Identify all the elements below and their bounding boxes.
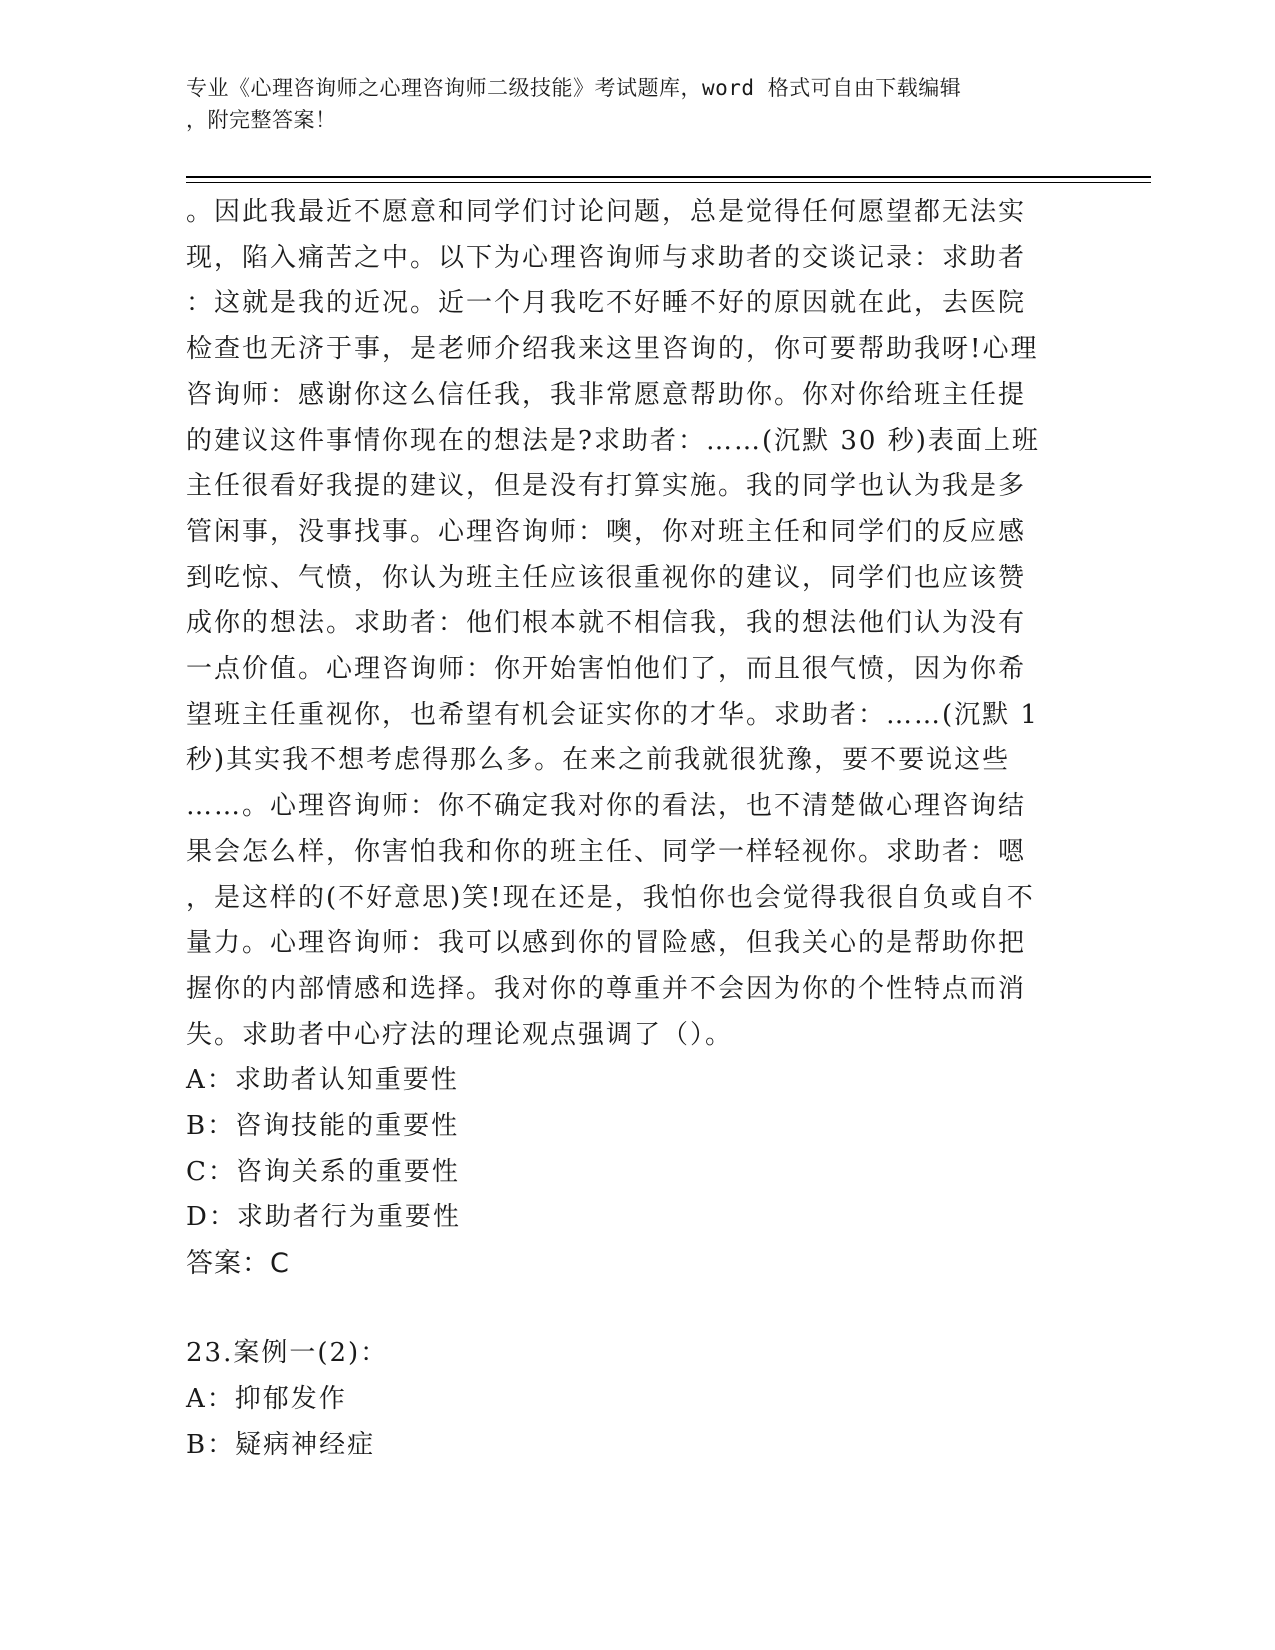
option-b: B：咨询技能的重要性: [186, 1111, 460, 1142]
header-line-1: 专业《心理咨询师之心理咨询师二级技能》考试题库，word 格式可自由下载编辑: [186, 76, 962, 100]
option-a: A：抑郁发作: [186, 1383, 347, 1414]
passage-line: 管闲事，没事找事。心理咨询师：噢，你对班主任和同学们的反应感: [186, 516, 1027, 547]
question-23-options: [186, 1377, 1076, 1468]
passage-line: ：这就是我的近况。近一个月我吃不好睡不好的原因就在此，去医院: [186, 288, 1027, 319]
document-body: [186, 190, 1076, 1468]
passage-line: 检查也无济于事，是老师介绍我来这里咨询的，你可要帮助我呀!心理: [186, 334, 1039, 365]
question-22-options: [186, 1058, 1076, 1241]
header-divider-thick: [186, 176, 1151, 178]
passage-line: 成你的想法。求助者：他们根本就不相信我，我的想法他们认为没有: [186, 608, 1027, 639]
passage-line: 失。求助者中心疗法的理论观点强调了（）。: [186, 1019, 734, 1050]
header-divider-thin: [186, 182, 1151, 183]
option-d: D：求助者行为重要性: [186, 1202, 461, 1233]
passage-line: ……。心理咨询师：你不确定我对你的看法，也不清楚做心理咨询结: [186, 791, 1027, 822]
passage-line: 到吃惊、气愤，你认为班主任应该很重视你的建议，同学们也应该赞: [186, 562, 1027, 593]
passage-line: 一点价值。心理咨询师：你开始害怕他们了，而且很气愤，因为你希: [186, 654, 1027, 685]
option-c: C：咨询关系的重要性: [186, 1156, 460, 1187]
header-line-2: ，附完整答案！: [186, 108, 337, 132]
passage-line: 主任很看好我提的建议，但是没有打算实施。我的同学也认为我是多: [186, 471, 1027, 502]
question-23-title: 23.案例一(2)：: [186, 1338, 389, 1369]
passage-line: ，是这样的(不好意思)笑!现在还是，我怕你也会觉得我很自负或自不: [186, 882, 1035, 913]
passage-line: 果会怎么样，你害怕我和你的班主任、同学一样轻视你。求助者：嗯: [186, 836, 1027, 867]
question-22-passage: [186, 190, 1076, 1058]
option-b: B：疑病神经症: [186, 1429, 376, 1460]
passage-line: 握你的内部情感和选择。我对你的尊重并不会因为你的个性特点而消: [186, 973, 1027, 1004]
passage-line: 咨询师：感谢你这么信任我，我非常愿意帮助你。你对你给班主任提: [186, 379, 1027, 410]
option-a: A：求助者认知重要性: [186, 1065, 459, 1096]
passage-line: 望班主任重视你，也希望有机会证实你的才华。求助者：……(沉默 1: [186, 699, 1039, 730]
passage-line: 的建议这件事情你现在的想法是?求助者：……(沉默 30 秒)表面上班: [186, 425, 1040, 456]
passage-line: 现，陷入痛苦之中。以下为心理咨询师与求助者的交谈记录：求助者: [186, 242, 1027, 273]
question-22-answer: 答案：C: [186, 1248, 290, 1280]
document-header: [186, 72, 1086, 136]
passage-line: 量力。心理咨询师：我可以感到你的冒险感，但我关心的是帮助你把: [186, 928, 1027, 959]
passage-line: 秒)其实我不想考虑得那么多。在来之前我就很犹豫，要不要说这些: [186, 745, 1011, 776]
passage-line: 。因此我最近不愿意和同学们讨论问题，总是觉得任何愿望都无法实: [186, 197, 1027, 227]
